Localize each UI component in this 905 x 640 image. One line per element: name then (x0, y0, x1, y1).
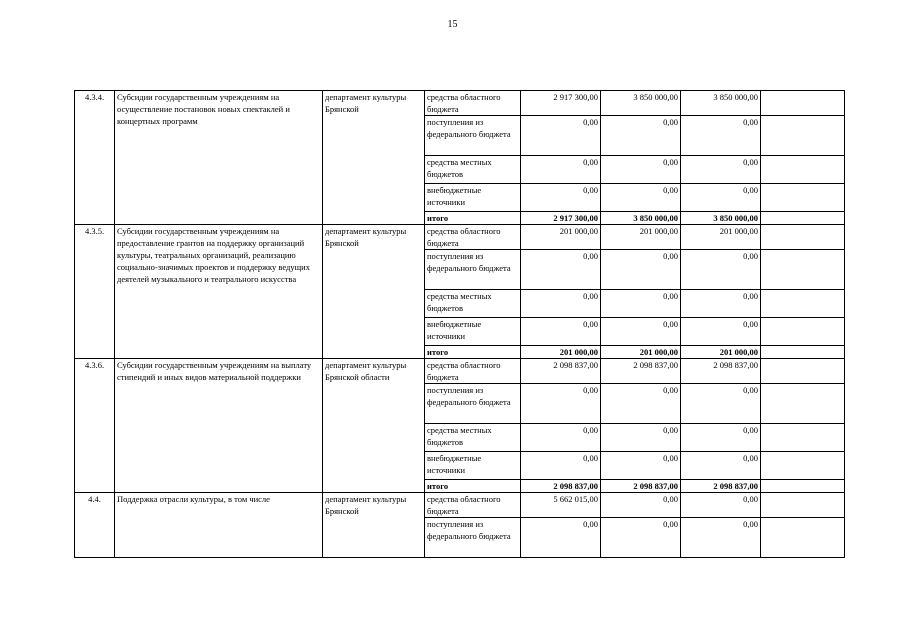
amount-year-1: 0,00 (521, 384, 601, 424)
amount-year-3: 0,00 (681, 290, 761, 318)
amount-year-1: 0,00 (521, 452, 601, 480)
amount-year-1: 0,00 (521, 424, 601, 452)
empty-cell (761, 212, 845, 225)
funding-source: внебюджетные источники (425, 184, 521, 212)
item-executor: департамент культуры Брянской (323, 225, 425, 359)
amount-year-1: 201 000,00 (521, 346, 601, 359)
empty-cell (761, 424, 845, 452)
page-number: 15 (447, 19, 458, 30)
item-executor: департамент культуры Брянской (323, 493, 425, 558)
amount-year-1: 0,00 (521, 518, 601, 558)
item-code: 4.3.6. (75, 359, 115, 493)
empty-cell (761, 346, 845, 359)
amount-year-3: 0,00 (681, 384, 761, 424)
amount-year-1: 0,00 (521, 290, 601, 318)
amount-year-2: 3 850 000,00 (601, 91, 681, 116)
table-row (75, 493, 845, 518)
amount-year-3: 201 000,00 (681, 346, 761, 359)
amount-year-3: 3 850 000,00 (681, 91, 761, 116)
amount-year-2: 0,00 (601, 384, 681, 424)
empty-cell (761, 250, 845, 290)
amount-year-3: 3 850 000,00 (681, 212, 761, 225)
empty-cell (761, 318, 845, 346)
funding-source: поступления из федерального бюджета (425, 518, 521, 558)
amount-year-2: 0,00 (601, 493, 681, 518)
funding-source: поступления из федерального бюджета (425, 250, 521, 290)
empty-cell (761, 290, 845, 318)
amount-year-2: 0,00 (601, 424, 681, 452)
empty-cell (761, 359, 845, 384)
amount-year-2: 201 000,00 (601, 225, 681, 250)
amount-year-3: 0,00 (681, 493, 761, 518)
amount-year-3: 2 098 837,00 (681, 359, 761, 384)
empty-cell (761, 184, 845, 212)
table-row (75, 359, 845, 384)
funding-source: итого (425, 480, 521, 493)
amount-year-1: 0,00 (521, 184, 601, 212)
item-code: 4.4. (75, 493, 115, 558)
item-description: Поддержка отрасли культуры, в том числе (115, 493, 323, 558)
funding-source: поступления из федерального бюджета (425, 384, 521, 424)
amount-year-1: 0,00 (521, 250, 601, 290)
amount-year-3: 0,00 (681, 250, 761, 290)
item-description: Субсидии государственным учреждениям на выплату стипендий и иных видов материальной поддержки (115, 359, 323, 493)
empty-cell (761, 156, 845, 184)
item-executor: департамент культуры Брянской (323, 91, 425, 225)
empty-cell (761, 480, 845, 493)
amount-year-1: 0,00 (521, 156, 601, 184)
amount-year-2: 3 850 000,00 (601, 212, 681, 225)
funding-source: средства областного бюджета (425, 359, 521, 384)
amount-year-2: 0,00 (601, 156, 681, 184)
empty-cell (761, 91, 845, 116)
item-executor: департамент культуры Брянской области (323, 359, 425, 493)
funding-source: итого (425, 346, 521, 359)
amount-year-3: 201 000,00 (681, 225, 761, 250)
funding-source: средства местных бюджетов (425, 156, 521, 184)
amount-year-1: 0,00 (521, 116, 601, 156)
amount-year-2: 201 000,00 (601, 346, 681, 359)
amount-year-2: 0,00 (601, 452, 681, 480)
amount-year-3: 0,00 (681, 116, 761, 156)
item-code: 4.3.4. (75, 91, 115, 225)
amount-year-3: 2 098 837,00 (681, 480, 761, 493)
amount-year-1: 2 917 300,00 (521, 91, 601, 116)
amount-year-1: 5 662 015,00 (521, 493, 601, 518)
empty-cell (761, 384, 845, 424)
table-row (75, 91, 845, 116)
funding-source: внебюджетные источники (425, 318, 521, 346)
empty-cell (761, 493, 845, 518)
amount-year-1: 201 000,00 (521, 225, 601, 250)
empty-cell (761, 518, 845, 558)
amount-year-2: 2 098 837,00 (601, 359, 681, 384)
amount-year-2: 0,00 (601, 318, 681, 346)
amount-year-1: 2 917 300,00 (521, 212, 601, 225)
amount-year-1: 2 098 837,00 (521, 480, 601, 493)
amount-year-1: 0,00 (521, 318, 601, 346)
amount-year-2: 0,00 (601, 250, 681, 290)
funding-source: средства областного бюджета (425, 225, 521, 250)
funding-source: средства местных бюджетов (425, 424, 521, 452)
funding-source: внебюджетные источники (425, 452, 521, 480)
empty-cell (761, 225, 845, 250)
amount-year-2: 0,00 (601, 116, 681, 156)
empty-cell (761, 452, 845, 480)
amount-year-3: 0,00 (681, 156, 761, 184)
amount-year-3: 0,00 (681, 184, 761, 212)
table-row (75, 225, 845, 250)
funding-source: поступления из федерального бюджета (425, 116, 521, 156)
funding-source: итого (425, 212, 521, 225)
amount-year-2: 0,00 (601, 518, 681, 558)
budget-table-body (75, 91, 845, 558)
amount-year-3: 0,00 (681, 518, 761, 558)
amount-year-3: 0,00 (681, 452, 761, 480)
funding-source: средства областного бюджета (425, 493, 521, 518)
amount-year-3: 0,00 (681, 318, 761, 346)
amount-year-1: 2 098 837,00 (521, 359, 601, 384)
item-description: Субсидии государственным учреждениям на осуществление постановок новых спектаклей и концертных программ (115, 91, 323, 225)
item-description: Субсидии государственным учреждениям на предоставление грантов на поддержку организаций культуры, театральных организаций, реализацию социально-значимых проектов и поддержку ведущих деятелей музыкального и театрального искусства (115, 225, 323, 359)
amount-year-2: 0,00 (601, 290, 681, 318)
amount-year-2: 0,00 (601, 184, 681, 212)
budget-table (74, 90, 845, 558)
item-code: 4.3.5. (75, 225, 115, 359)
funding-source: средства местных бюджетов (425, 290, 521, 318)
amount-year-2: 2 098 837,00 (601, 480, 681, 493)
funding-source: средства областного бюджета (425, 91, 521, 116)
amount-year-3: 0,00 (681, 424, 761, 452)
empty-cell (761, 116, 845, 156)
